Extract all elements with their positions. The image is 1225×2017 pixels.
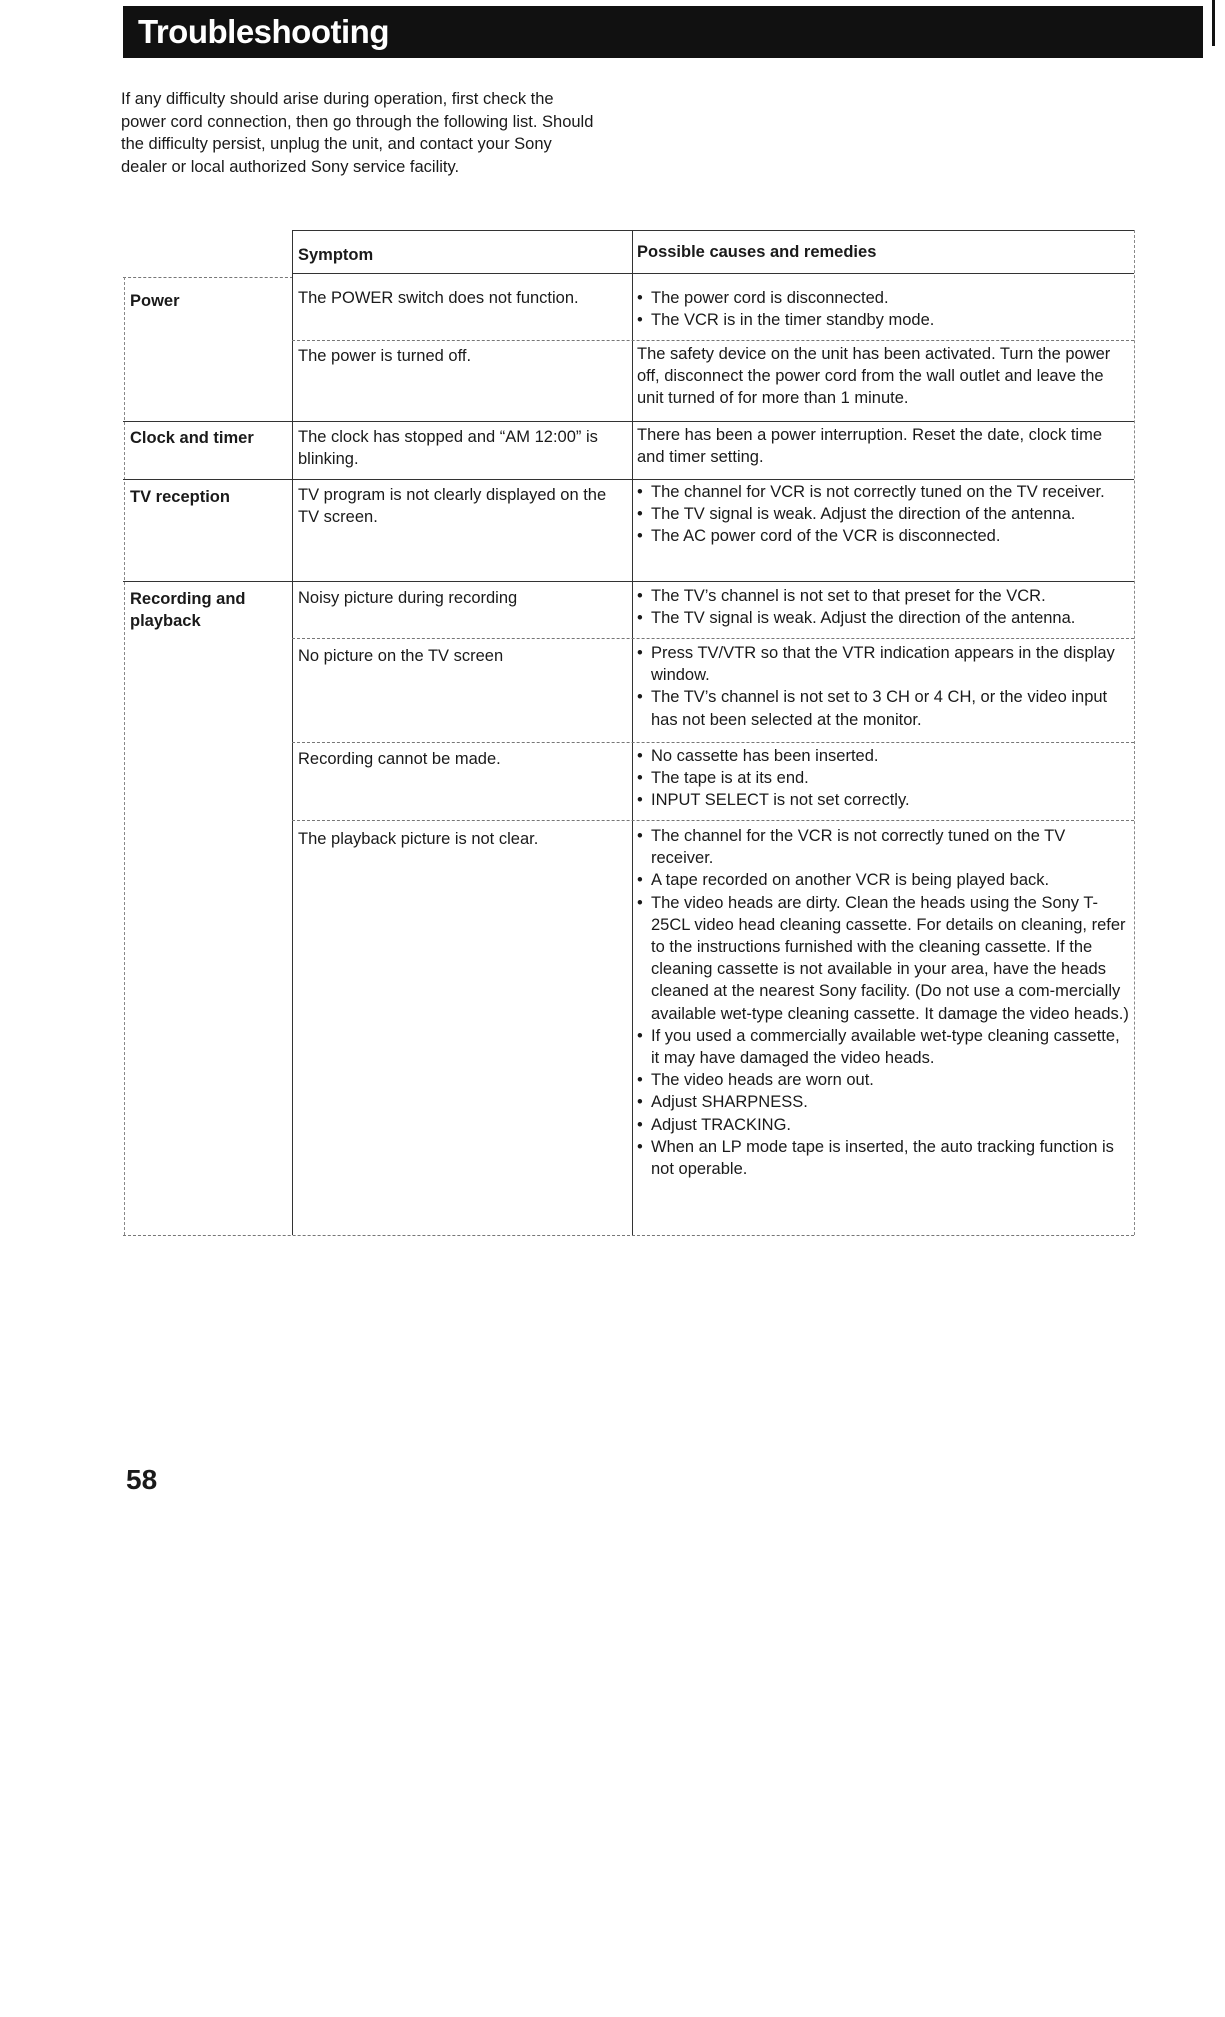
remedy-item: • The TV’s channel is not set to that preset for the VCR.	[637, 585, 1132, 607]
remedy-item: • The channel for VCR is not correctly tuned on the TV receiver.	[637, 481, 1132, 503]
remedy-cell: There has been a power interruption. Reset the date, clock time and timer setting.	[637, 426, 1103, 467]
symptom-cell: TV program is not clearly displayed on the TV screen.	[298, 486, 607, 527]
symptom-cell: Recording cannot be made.	[298, 750, 501, 768]
remedy-list	[637, 642, 1132, 731]
remedy-list	[637, 585, 1132, 629]
symptom-cell: Noisy picture during recording	[298, 589, 518, 607]
table-rule	[292, 638, 1134, 639]
remedy-list	[637, 481, 1132, 548]
category-clock-and-timer: Clock and timer	[130, 429, 254, 447]
table-rule	[292, 230, 1134, 231]
remedy-item: • The TV signal is weak. Adjust the direction of the antenna.	[637, 607, 1132, 629]
symptom-cell: No picture on the TV screen	[298, 647, 504, 665]
remedy-item: • The power cord is disconnected.	[637, 287, 1132, 309]
table-rule	[1134, 230, 1135, 1235]
remedy-item: • A tape recorded on another VCR is being played back.	[637, 869, 1132, 891]
page-number: 58	[126, 1464, 158, 1495]
remedy-item: • The video heads are dirty. Clean the heads using the Sony T-25CL video head cleaning cassette. For details on cleaning, refer to the instructions furnished with the cleaning cassette. If the cleaning cassette is not available in your area, have the heads cleaned at the nearest Sony facility. (Do not use a com-mercially available wet-type cleaning cassette. It damage the video heads.)	[637, 892, 1132, 1025]
table-rule	[123, 581, 1134, 582]
remedy-item: • No cassette has been inserted.	[637, 745, 1132, 767]
remedy-cell: The safety device on the unit has been activated. Turn the power off, disconnect the power cord from the wall outlet and leave the unit turned of for more than 1 minute.	[637, 345, 1111, 408]
remedy-column-header: Possible causes and remedies	[637, 243, 877, 261]
intro-paragraph: If any difficulty should arise during operation, first check the power cord connection, then go through the following list. Should the difficulty persist, unplug the unit, and contact your Sony dealer or local authorized Sony service facility.	[121, 90, 594, 176]
symptom-cell: The power is turned off.	[298, 347, 472, 365]
table-rule	[123, 421, 1134, 422]
table-rule	[292, 742, 1134, 743]
remedy-list	[637, 287, 1132, 331]
remedy-item: • The channel for the VCR is not correctly tuned on the TV receiver.	[637, 825, 1132, 869]
remedy-item: • Adjust SHARPNESS.	[637, 1091, 1132, 1113]
remedy-list	[637, 745, 1132, 812]
edge-mark	[1212, 0, 1215, 46]
symptom-cell: The clock has stopped and “AM 12:00” is blinking.	[298, 428, 598, 469]
table-rule	[632, 230, 633, 1235]
remedy-item: • When an LP mode tape is inserted, the auto tracking function is not operable.	[637, 1136, 1132, 1180]
remedy-item: • The TV signal is weak. Adjust the direction of the antenna.	[637, 503, 1132, 525]
remedy-item: • Adjust TRACKING.	[637, 1114, 1132, 1136]
category-power: Power	[130, 292, 180, 310]
remedy-item: • The video heads are worn out.	[637, 1069, 1132, 1091]
table-rule	[292, 230, 293, 1235]
table-rule	[123, 479, 1134, 480]
remedy-item: • Press TV/VTR so that the VTR indication appears in the display window.	[637, 642, 1132, 686]
remedy-item: • The TV’s channel is not set to 3 CH or 4 CH, or the video input has not been selected at the monitor.	[637, 686, 1132, 730]
table-rule	[292, 340, 1134, 341]
table-rule	[123, 277, 293, 278]
remedy-item: • The VCR is in the timer standby mode.	[637, 309, 1132, 331]
symptom-cell: The POWER switch does not function.	[298, 289, 579, 307]
category-tv-reception: TV reception	[130, 488, 230, 506]
remedy-item: • The tape is at its end.	[637, 767, 1132, 789]
symptom-cell: The playback picture is not clear.	[298, 830, 539, 848]
remedy-item: • INPUT SELECT is not set correctly.	[637, 789, 1132, 811]
category-recording-and-playback: Recording and playback	[130, 590, 246, 631]
table-rule	[292, 273, 1134, 274]
remedy-item: • The AC power cord of the VCR is disconnected.	[637, 525, 1132, 547]
symptom-column-header: Symptom	[298, 246, 374, 264]
remedy-list	[637, 825, 1132, 1180]
table-rule	[292, 820, 1134, 821]
page-title: Troubleshooting	[138, 13, 389, 50]
remedy-item: • If you used a commercially available wet-type cleaning cassette, it may have damaged the video heads.	[637, 1025, 1132, 1069]
table-rule	[123, 1235, 1134, 1236]
